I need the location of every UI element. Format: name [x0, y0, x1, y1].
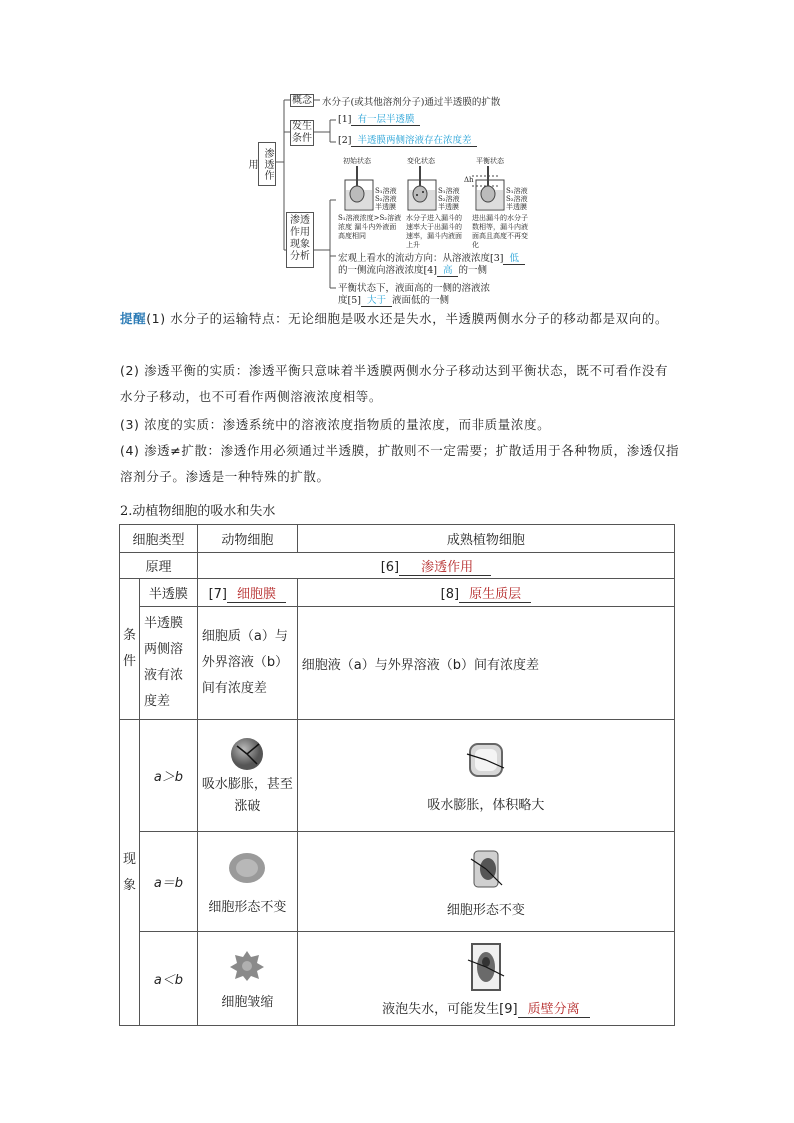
- plant-shrink: [297, 932, 674, 1026]
- hint-p2: (2) 渗透平衡的实质：渗透平衡只意味着半透膜两侧水分子移动达到平衡状态，既不可看作没有水分子移动，也不可看作两侧溶液浓度相等。: [120, 363, 669, 404]
- blank-9-answer: 质壁分离: [518, 998, 590, 1018]
- cond-a-lt-b: a＜b: [139, 932, 197, 1026]
- cell-water-table: [119, 524, 675, 1026]
- hint-p1: 提醒(1) 水分子的运输特点：无论细胞是吸水还是失水，半透膜两侧水分子的移动都是双向的。: [120, 311, 669, 326]
- plant-swell: 吸水膨胀，体积略大: [297, 720, 674, 832]
- blank-1-answer: 有一层半透膜: [351, 114, 420, 126]
- beaker-change: [408, 166, 436, 210]
- table-row-a-gt-b: [120, 720, 675, 832]
- blank-1: [1] 有一层半透膜: [338, 114, 420, 126]
- condition-label: 发生条件: [292, 121, 312, 144]
- shrunken-animal-cell-icon: [227, 947, 267, 983]
- table-row-concentration: [120, 607, 675, 720]
- principle-value: [6] 渗透作用: [197, 553, 674, 579]
- membrane-label: 半透膜: [139, 579, 197, 607]
- blank-6-answer: 渗透作用: [399, 556, 491, 576]
- membrane-animal: [7] 细胞膜: [197, 579, 297, 607]
- caption-initial: S₁溶液浓度>S₂溶液浓度 漏斗内外液面 高度相同: [338, 214, 402, 240]
- swollen-animal-cell-icon: [227, 734, 267, 774]
- table-row-a-eq-b: [120, 832, 675, 932]
- concept-map: 渗透作用 概念 水分子(或其他溶剂分子)通过半透膜的扩散 发生条件 [1] 有一层半透膜 [2] 半透膜两侧溶液存在浓度差 渗透作用现象分析 初始状态 变化状态 平衡状态 S₁溶液 S₂溶液 半透膜 S₁溶液 S₂溶液 半透膜 S₁溶液 S₂溶液 半透膜 Δh S₁溶液浓度>S₂溶液浓度 漏斗内外液面 高度相同 水分子进入漏斗的速率大于出漏斗的速率，漏斗内液面上升 进出漏斗的水分子数相等，漏斗内液面高且高度不再变化 宏观上看水的流动方向：从溶液浓度[3] 低 的一侧流向溶液浓度[4] 高 的一侧 平衡状态下，液面高的一侧的溶液浓 度[5] 大于 液面低的一侧: [250, 90, 550, 300]
- header-animal: 动物细胞: [197, 525, 297, 553]
- beaker-balance: [472, 166, 504, 210]
- normal-plant-cell-icon: [466, 845, 506, 893]
- animal-normal: 细胞形态不变: [197, 832, 297, 932]
- blank-4-answer: 高: [437, 265, 459, 277]
- animal-swell: 吸水膨胀，甚至涨破: [197, 720, 297, 832]
- flow-line-1: 宏观上看水的流动方向：从溶液浓度[3] 低: [338, 250, 525, 265]
- cond-a-gt-b: a＞b: [139, 720, 197, 832]
- cond-a-eq-b: a＝b: [139, 832, 197, 932]
- blank-8-answer: 原生质层: [459, 583, 531, 603]
- hint-keyword: 提醒: [120, 311, 147, 326]
- table-header-row: [120, 525, 675, 553]
- plant-shrink-text: 液泡失水，可能发生[9] 质壁分离: [300, 998, 672, 1018]
- animal-shrink: 细胞皱缩: [197, 932, 297, 1026]
- root-box: 渗透作用: [258, 142, 276, 186]
- caption-balance: 进出漏斗的水分子数相等，漏斗内液面高且高度不再变化: [472, 214, 528, 249]
- caption-change: 水分子进入漏斗的速率大于出漏斗的速率，漏斗内液面上升: [406, 214, 462, 249]
- phenomenon-label: 现象: [120, 720, 140, 1026]
- concept-label: 概念: [292, 95, 312, 106]
- hint-p4: (4) 渗透≠扩散：渗透作用必须通过半透膜，扩散则不一定需要；扩散适用于各种物质，渗透仅指溶剂分子。渗透是一种特殊的扩散。: [120, 443, 680, 484]
- header-plant: 成熟植物细胞: [297, 525, 674, 553]
- balance-line-2: 度[5] 大于 液面低的一侧: [338, 295, 449, 306]
- normal-animal-cell-icon: [227, 848, 267, 888]
- state-initial: 初始状态: [343, 157, 371, 165]
- membrane-plant: [8] 原生质层: [297, 579, 674, 607]
- blank-7-answer: 细胞膜: [227, 583, 286, 603]
- table-row-a-lt-b: [120, 932, 675, 1026]
- phenomenon-label: 渗透作用现象分析: [286, 212, 314, 268]
- swollen-plant-cell-icon: [464, 738, 508, 782]
- header-cell-type: 细胞类型: [120, 525, 198, 553]
- table-row-membrane: [120, 579, 675, 607]
- blank-2-answer: 半透膜两侧溶液存在浓度差: [351, 135, 477, 147]
- beaker-initial: [345, 166, 373, 210]
- flow-line-2: 的一侧流向溶液浓度[4] 高 的一侧: [338, 265, 487, 276]
- state-change: 变化状态: [407, 157, 435, 165]
- balance-line-1: 平衡状态下，液面高的一侧的溶液浓: [338, 283, 491, 294]
- blank-3-answer: 低: [503, 253, 525, 265]
- plant-normal: 细胞形态不变: [297, 832, 674, 932]
- section-title: 2.动植物细胞的吸水和失水: [120, 504, 276, 519]
- hint-p3: (3) 浓度的实质：渗透系统中的溶液浓度指物质的量浓度，而非质量浓度。: [120, 417, 551, 432]
- condition-label: 条件: [120, 579, 140, 720]
- concept-text: 水分子(或其他溶剂分子)通过半透膜的扩散: [322, 97, 501, 108]
- table-row-principle: [120, 553, 675, 579]
- conc-label: 半透膜两侧溶液有浓度差: [139, 607, 197, 720]
- blank-5-answer: 大于: [361, 295, 392, 307]
- conc-plant: 细胞液（a）与外界溶液（b）间有浓度差: [297, 607, 674, 720]
- state-balance: 平衡状态: [476, 157, 504, 165]
- blank-2: [2] 半透膜两侧溶液存在浓度差: [338, 135, 477, 147]
- principle-label: 原理: [120, 553, 198, 579]
- plasmolysis-plant-cell-icon: [464, 940, 508, 996]
- conc-animal: 细胞质（a）与外界溶液（b）间有浓度差: [197, 607, 297, 720]
